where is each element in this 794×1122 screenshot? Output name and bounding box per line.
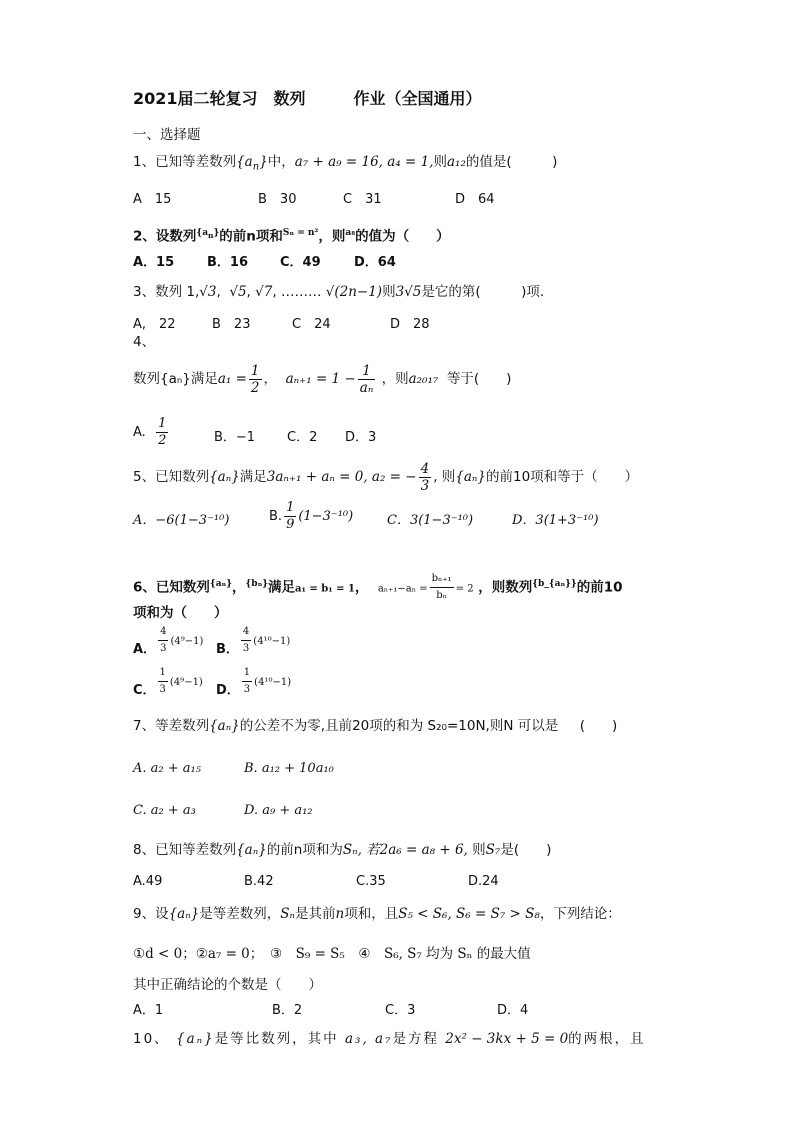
question-6: 6、已知数列$^{\{a_n\}}$，$^{\{b_n\}}$满足a₁ = b₁ = 1， aₙ₊₁−aₙ = $\frac{\text{bₙ₊₁}}{\text{bₙ}}$ = 2 ，则数列$^{\{b\_\{a_n\}\}}$的前10: [133, 573, 623, 601]
q7-option-b: B. a₁₂ + 10a₁₀: [244, 761, 334, 776]
q2-option-d: D．64: [354, 255, 396, 270]
q1-option-c: C 31: [343, 192, 382, 207]
q6-option-a: A． $\frac{4}{3}$ (4⁹−1): [133, 626, 204, 657]
question-4: 数列{aₙ}满足a₁ = $\frac{1}{2}$ ， aₙ₊₁ = 1 − $\frac{1}{\text{aₙ}}$ ，则a₂₀₁₇ 等于( ): [133, 362, 512, 396]
q1-option-d: D 64: [455, 192, 495, 207]
q2-option-b: B．16: [207, 255, 248, 270]
q5-option-b: B. $\frac{1}{9}$ (1−3⁻¹⁰): [269, 500, 354, 532]
question-9-conclusions: ①d < 0；②a₇ = 0； ③ S₉ = S₅ ④ S₆, S₇ 均为 Sₙ 的最大值: [133, 946, 531, 962]
q1-option-b: B 30: [258, 192, 297, 207]
q6-option-c: C． $\frac{1}{3}$ (4⁹−1): [133, 667, 203, 698]
q2-option-a: A．15: [133, 255, 175, 270]
question-9: 9、设{aₙ}是等差数列，Sₙ是其前n项和，且S₅ < S₆, S₆ = S₇ > S₈，下列结论：: [133, 906, 621, 922]
q5-option-a: A．−6(1−3⁻¹⁰): [133, 513, 230, 528]
q6-option-b: B． $\frac{4}{3}$ (4¹⁰−1): [216, 626, 291, 657]
q9-option-c: C．3: [385, 1003, 416, 1018]
q1-option-a: A 15: [133, 192, 172, 207]
q8-option-c: C.35: [356, 874, 386, 889]
question-10: 10、 {aₙ}是等比数列，其中 a₃, a₇是方程 2x² − 3kx + 5 = 0的两根，且: [133, 1031, 646, 1047]
question-4-number: 4、: [133, 334, 156, 350]
question-8: 8、已知等差数列{aₙ}的前n项和为Sₙ, 若2a₆ = a₈ + 6, 则S₇是( ): [133, 842, 552, 858]
page-title: 2021届二轮复习 数列 作业（全国通用）: [133, 89, 482, 108]
q7-option-d: D. a₉ + a₁₂: [244, 803, 313, 818]
q6-option-d: D． $\frac{1}{3}$ (4¹⁰−1): [216, 667, 292, 698]
q3-option-b: B 23: [212, 317, 251, 332]
q3-option-a: A, 22: [133, 317, 176, 332]
q3-option-d: D 28: [390, 317, 430, 332]
q9-option-a: A．1: [133, 1003, 164, 1018]
q8-option-b: B.42: [244, 874, 274, 889]
q4-option-b: B．−1: [214, 430, 256, 445]
question-7: 7、等差数列{aₙ}的公差不为零,且前20项的和为 S₂₀=10N,则N 可以是 ( ): [133, 718, 618, 734]
q4-option-d: D．3: [345, 430, 377, 445]
question-2: 2、设数列$^{\{a_n\}}$的前n项和$^{S_n = n^2}$，则$^{a_8}$的值为（ ）: [133, 228, 450, 245]
q7-option-c: C. a₂ + a₃: [133, 803, 196, 818]
section-heading: 一、选择题: [133, 127, 201, 143]
q7-option-a: A. a₂ + a₁₅: [133, 761, 201, 776]
q4-option-c: C．2: [287, 430, 318, 445]
question-3: 3、数列 1,√3, √5, √7, ……… √(2n−1)则3√5是它的第( )项.: [133, 284, 545, 300]
q5-option-c: C．3(1−3⁻¹⁰): [387, 513, 474, 528]
q2-option-c: C．49: [280, 255, 321, 270]
q5-option-d: D．3(1+3⁻¹⁰): [512, 513, 599, 528]
q8-option-a: A.49: [133, 874, 163, 889]
q8-option-d: D.24: [468, 874, 499, 889]
question-5: 5、已知数列{aₙ}满足3aₙ₊₁ + aₙ = 0, a₂ = − $\frac{4}{3}$ , 则{aₙ}的前10项和等于（ ）: [133, 460, 639, 494]
q3-option-c: C 24: [292, 317, 331, 332]
q9-option-b: B．2: [272, 1003, 303, 1018]
q4-option-a: A. $\frac{1}{2}$: [133, 416, 167, 448]
question-9-ask: 其中正确结论的个数是（ ）: [133, 977, 322, 993]
question-1: 1、已知等差数列$\{a_n\}$中，a₇ + a₉ = 16, a₄ = 1,则a₁₂的值是( ): [133, 154, 558, 173]
q9-option-d: D．4: [497, 1003, 529, 1018]
question-6-line-2: 项和为（ ）: [133, 605, 228, 621]
